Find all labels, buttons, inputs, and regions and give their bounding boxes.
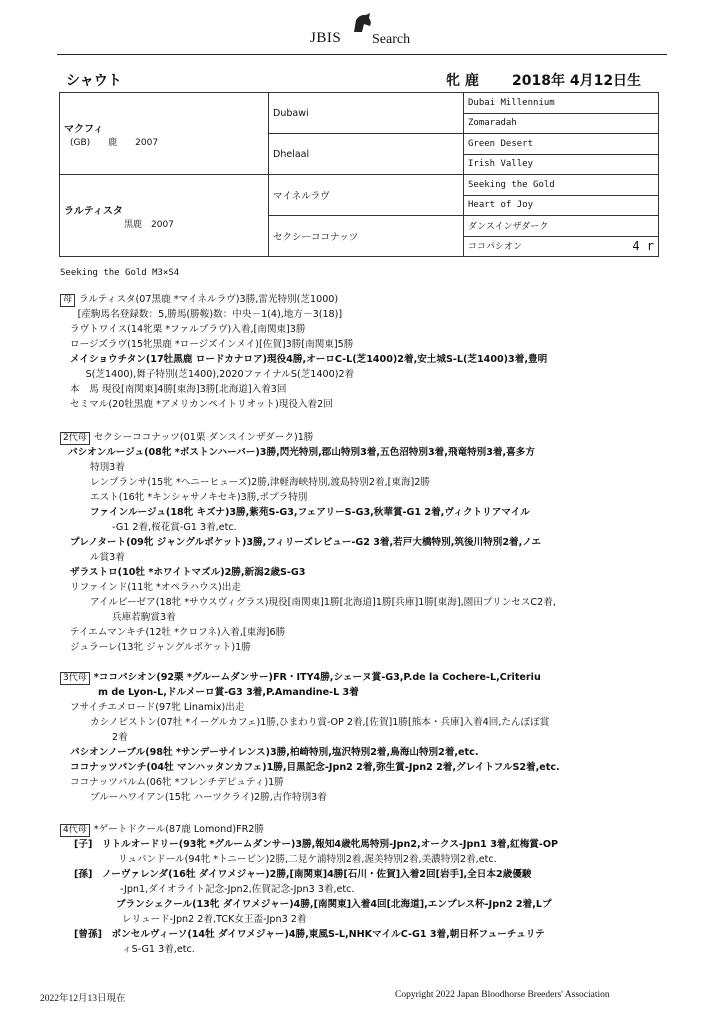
dam2-section (60, 430, 680, 655)
pedigree-table (59, 92, 659, 257)
family-line (60, 292, 680, 307)
pedigree-g3: Seeking the Gold (464, 175, 659, 196)
family-line: ラヴトワイス(14牝栗 *ファルブラヴ)入着,[南関東]3勝 (70, 324, 306, 335)
pedigree-g3: Zomaradah (464, 113, 659, 134)
horse-head-icon (350, 12, 374, 34)
family-line: ロージズラヴ(15牝黒鹿 *ロージズインメイ)[佐賀]3勝[南関東]5勝 (70, 339, 354, 350)
family-line: ブランシェクール(13牝 ダイワメジャー)4勝,[南関東]入着4回[北海道],エンプレス杯-Jpn2 2着,Lプ (116, 899, 552, 910)
dam1-section (60, 292, 680, 412)
pedigree-g2: Dubawi (269, 93, 464, 134)
family-line: [子] リトルオードリー(93牝 *グルームダンサー)3勝,報知4歳牝馬特別-Jpn2,オークス-Jpn1 3着,紅梅賞-OP (74, 839, 559, 850)
horse-name: シャウト (66, 73, 122, 89)
family-line: 特別3着 (90, 462, 125, 473)
family-line: -Jpn1,ダイオライト記念-Jpn2,佐賀記念-Jpn3 3着,etc. (120, 884, 355, 895)
family-line: ココナッツパルム(06牝 *フレンチデピュティ)1勝 (70, 777, 284, 788)
footer-date: 2022年12月13日現在 (40, 994, 126, 1004)
family-line: [産駒馬名登録数：5,勝馬(勝鞍)数：中央－1(4),地方－3(18)] (68, 309, 343, 320)
family-line: パシオンルージュ(08牝 *ボストンハーバー)3勝,閃光特別,郡山特別3着,五色沼特別3着,飛竜特別3着,喜多方 (68, 447, 535, 458)
family-line: -G1 2着,桜花賞-G1 3着,etc. (112, 522, 237, 533)
family-line: 2着 (112, 732, 128, 743)
family-line: リファインド(11牝 *オペラハウス)出走 (70, 582, 241, 593)
pedigree-g2: Dhelaal (269, 134, 464, 175)
family-line: セミマル(20牡黒鹿 *アメリカンペイトリオット)現役入着2回 (70, 399, 333, 410)
family-line: ィS-G1 3着,etc. (122, 944, 195, 955)
family-line: カシノピストン(07牡 *イーグルカフェ)1勝,ひまわり賞-OP 2着,[佐賀]1勝[熊本・兵庫]入着4回,たんぽぽ賞 (90, 717, 550, 728)
family-line: 本 馬 現役[南関東]4勝[東海]3勝[北海道]入着3回 (70, 384, 287, 395)
family-line (60, 822, 680, 837)
pedigree-dam (60, 175, 269, 257)
footer-copyright: Copyright 2022 Japan Bloodhorse Breeders' Association (395, 990, 610, 1000)
pedigree-sire (60, 93, 269, 175)
section-tag: 4代母 (60, 824, 90, 837)
family-line: メイショウチタン(17牡黒鹿 ロードカナロア)現役4勝,オーロC-L(芝1400)2着,安土城S-L(芝1400)3着,豊明 (70, 354, 548, 365)
family-line: 兵庫若駒賞3着 (112, 612, 176, 623)
pedigree-g2: セクシーココナッツ (269, 216, 464, 257)
sire-name: マクフィ (64, 123, 104, 135)
family-line: フサイチエメロード(97牝 Linamix)出走 (70, 702, 245, 713)
family-line: ファインルージュ(18牝 キズナ)3勝,紫苑S-G3,フェアリーS-G3,秋華賞-G1 2着,ヴィクトリアマイル (90, 507, 530, 518)
dam-name: ラルティスタ (64, 205, 123, 217)
family-line-text: セクシーココナッツ(01栗 ダンスインザダーク)1勝 (93, 432, 314, 443)
family-line-text: *ココパシオン(92栗 *グルームダンサー)FR・ITY4勝,シェーヌ賞-G3,P.de la Cochere-L,Criteriu (93, 672, 541, 683)
family-line: エスト(16牝 *キンシャサノキセキ)3勝,ポプラ特別 (90, 492, 308, 503)
dam4-section (60, 822, 680, 957)
pedigree-g3: Heart of Joy (464, 195, 659, 216)
logo-jbis-text: JBIS (310, 30, 342, 46)
family-line: テイエムマンキチ(12牡 *クロフネ)入着,[東海]6勝 (70, 627, 286, 638)
family-line: ザラストロ(10牡 *ホワイトマズル)2勝,新潟2歳S-G3 (70, 567, 306, 578)
family-line (60, 670, 680, 685)
dam3-section (60, 670, 680, 805)
pedigree-g3: Green Desert (464, 134, 659, 155)
family-number: 4 r (632, 239, 654, 254)
family-line (60, 430, 680, 445)
family-line: ココナッツパンチ(04牡 マンハッタンカフェ)1勝,目黒記念-Jpn2 2着,弥生賞-Jpn2 2着,グレイトフルS2着,etc. (70, 762, 560, 773)
family-line: プレノタート(09牝 ジャングルポケット)3勝,フィリーズレビュー-G2 3着,若戸大橋特別,筑後川特別2着,ノエ (70, 537, 541, 548)
top-divider (57, 54, 667, 55)
pedigree-g3: ダンスインザダーク (464, 216, 659, 237)
pedigree-g3-label: ココパシオン (468, 242, 523, 253)
family-line: ジュラーレ(13牝 ジャングルポケット)1勝 (70, 642, 251, 653)
pedigree-g3: Dubai Millennium (464, 93, 659, 114)
family-line: パシオンノーブル(98牡 *サンデーサイレンス)3勝,柏崎特別,塩沢特別2着,鳥海山特別2着,etc. (70, 747, 479, 758)
family-line: [曾孫] ボンセルヴィーソ(14牡 ダイワメジャー)4勝,東風S-L,NHKマイルC-G1 3着,朝日杯フューチュリテ (74, 929, 545, 940)
section-tag: 2代母 (60, 432, 90, 445)
jbis-search-logo (310, 10, 430, 50)
section-tag: 3代母 (60, 672, 90, 685)
family-line: ブルーハワイアン(15牝 ハーツクライ)2勝,古作特別3着 (90, 792, 327, 803)
family-line: レリュード-Jpn2 2着,TCK女王盃-Jpn3 2着 (122, 914, 307, 925)
inbreeding-note: Seeking the Gold M3×S4 (60, 268, 180, 278)
family-line: S(芝1400),舞子特別(芝1400),2020ファイナルS(芝1400)2着 (76, 369, 355, 380)
horse-birthdate: 2018年 4月12日生 (512, 73, 642, 89)
family-line-text: *ゲートドクール(87鹿 Lomond)FR2勝 (93, 824, 264, 835)
horse-sex-color: 牝 鹿 (446, 73, 479, 89)
pedigree-g3: Irish Valley (464, 154, 659, 175)
family-line: リュパンドール(94牝 *トニービン)2勝,二見ケ浦特別2着,渥美特別2着,美濃特別2着,etc. (118, 854, 497, 865)
pedigree-g2: マイネルラヴ (269, 175, 464, 216)
sire-details: (GB) 鹿 2007 (70, 137, 159, 148)
section-tag: 母 (60, 294, 75, 307)
family-line: ル賞3着 (90, 552, 125, 563)
family-line: レンプランサ(15牝 *ヘニーヒューズ)2勝,津軽海峡特別,渡島特別2着,[東海]2勝 (90, 477, 430, 488)
pedigree-g3 (464, 236, 659, 257)
family-line-text: ラルティスタ(07黒鹿 *マイネルラヴ)3勝,雷光特別(芝1000) (79, 294, 339, 305)
family-line: アイルビーゼア(18牝 *サウスヴィグラス)現役[南関東]1勝[北海道]1勝[兵庫]1勝[東海],園田プリンセスC2着, (90, 597, 556, 608)
logo-search-text: Search (372, 32, 411, 47)
family-line: m de Lyon-L,ドルメーロ賞-G3 3着,P.Amandine-L 3着 (98, 687, 359, 698)
dam-details: 黒鹿 2007 (124, 219, 174, 230)
family-line: [孫] ノーヴァレンダ(16牡 ダイワメジャー)2勝,[南関東]4勝[石川・佐賀]入着2回[岩手],全日本2歳優駿 (74, 869, 532, 880)
